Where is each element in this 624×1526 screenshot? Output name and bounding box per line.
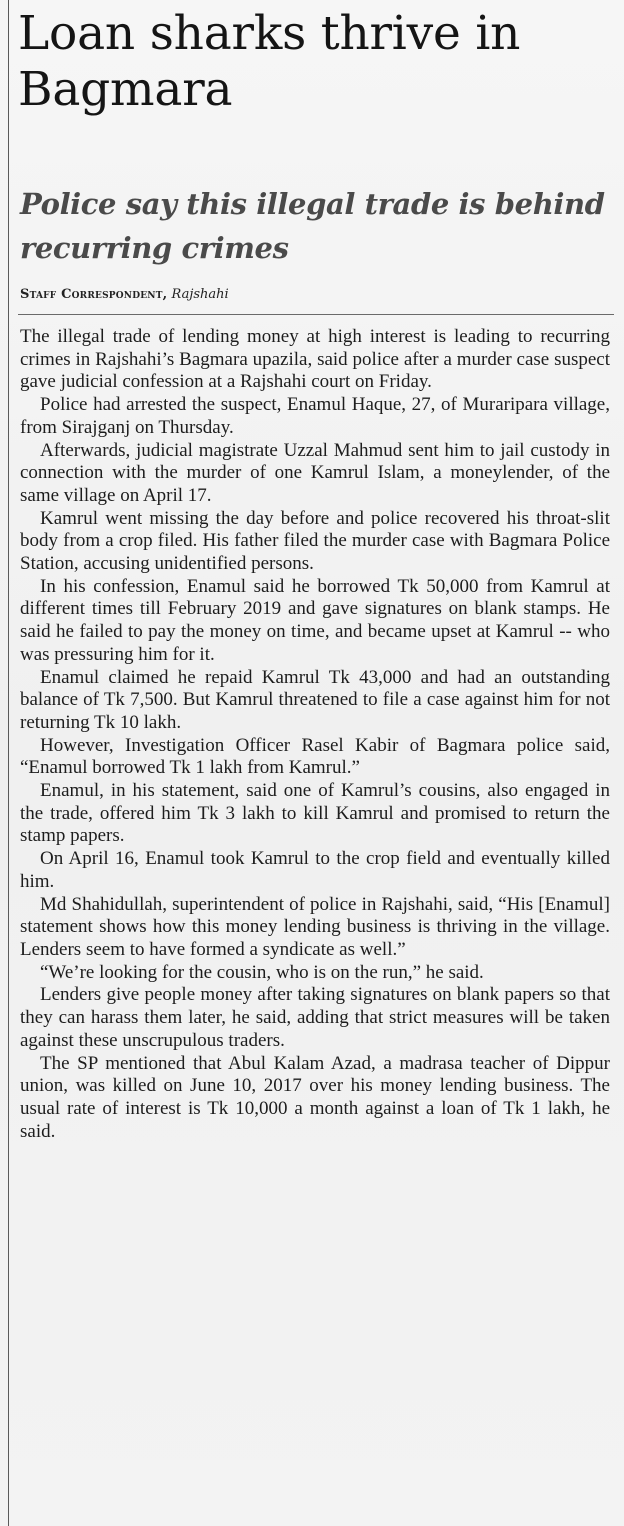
paragraph: Enamul claimed he repaid Kamrul Tk 43,000 and had an outstanding balance of Tk 7,500. But Kamrul threatened to file a case against him for not returning Tk 10 lakh. (20, 666, 610, 733)
article-body (20, 326, 610, 1143)
separator-rule (18, 314, 614, 315)
byline-location: Rajshahi (171, 287, 229, 302)
paragraph: Afterwards, judicial magistrate Uzzal Mahmud sent him to jail custody in connection with the murder of one Kamrul Islam, a moneylender, of the same village on April 17. (20, 439, 610, 506)
paragraph: The illegal trade of lending money at high interest is leading to recurring crimes in Rajshahi’s Bagmara upazila, said police after a murder case suspect gave judicial confession at a Rajshahi court on Friday. (20, 326, 610, 393)
column-divider (8, 0, 9, 1526)
headline: Loan sharks thrive in Bagmara (18, 6, 521, 117)
paragraph: Enamul, in his statement, said one of Kamrul’s cousins, also engaged in the trade, offered him Tk 3 lakh to kill Kamrul and promised to return the stamp papers. (20, 780, 610, 847)
paragraph: On April 16, Enamul took Kamrul to the crop field and eventually killed him. (20, 848, 610, 892)
paragraph: Kamrul went missing the day before and police recovered his throat-slit body from a crop filed. His father filed the murder case with Bagmara Police Station, accusing unidentified persons. (20, 507, 610, 575)
paragraph: Lenders give people money after taking signatures on blank papers so that they can harass them later, he said, adding that strict measures will be taken against these unscrupulous traders. (20, 984, 610, 1051)
byline-role: Staff Correspondent, (20, 287, 168, 302)
paragraph: Md Shahidullah, superintendent of police in Rajshahi, said, “His [Enamul] statement shows how this money lending business is thriving in the village. Lenders seem to have formed a syndicate as well.” (20, 893, 610, 960)
paragraph: However, Investigation Officer Rasel Kabir of Bagmara police said, “Enamul borrowed Tk 1 lakh from Kamrul.” (20, 734, 610, 779)
paragraph: Police had arrested the suspect, Enamul Haque, 27, of Muraripara village, from Sirajganj on Thursday. (20, 394, 610, 438)
paragraph: In his confession, Enamul said he borrowed Tk 50,000 from Kamrul at different times till February 2019 and gave signatures on blank stamps. He said he failed to pay the money on time, and became upset at Kamrul -- who was pressuring him for it. (20, 575, 610, 665)
byline (20, 285, 616, 305)
paragraph: The SP mentioned that Abul Kalam Azad, a madrasa teacher of Dippur union, was killed on June 10, 2017 over his money lending business. The usual rate of interest is Tk 10,000 a month against a loan of Tk 1 lakh, he said. (20, 1052, 610, 1142)
subheadline: Police say this illegal trade is behind recurring crimes (20, 187, 605, 265)
paragraph: “We’re looking for the cousin, who is on the run,” he said. (40, 961, 484, 983)
